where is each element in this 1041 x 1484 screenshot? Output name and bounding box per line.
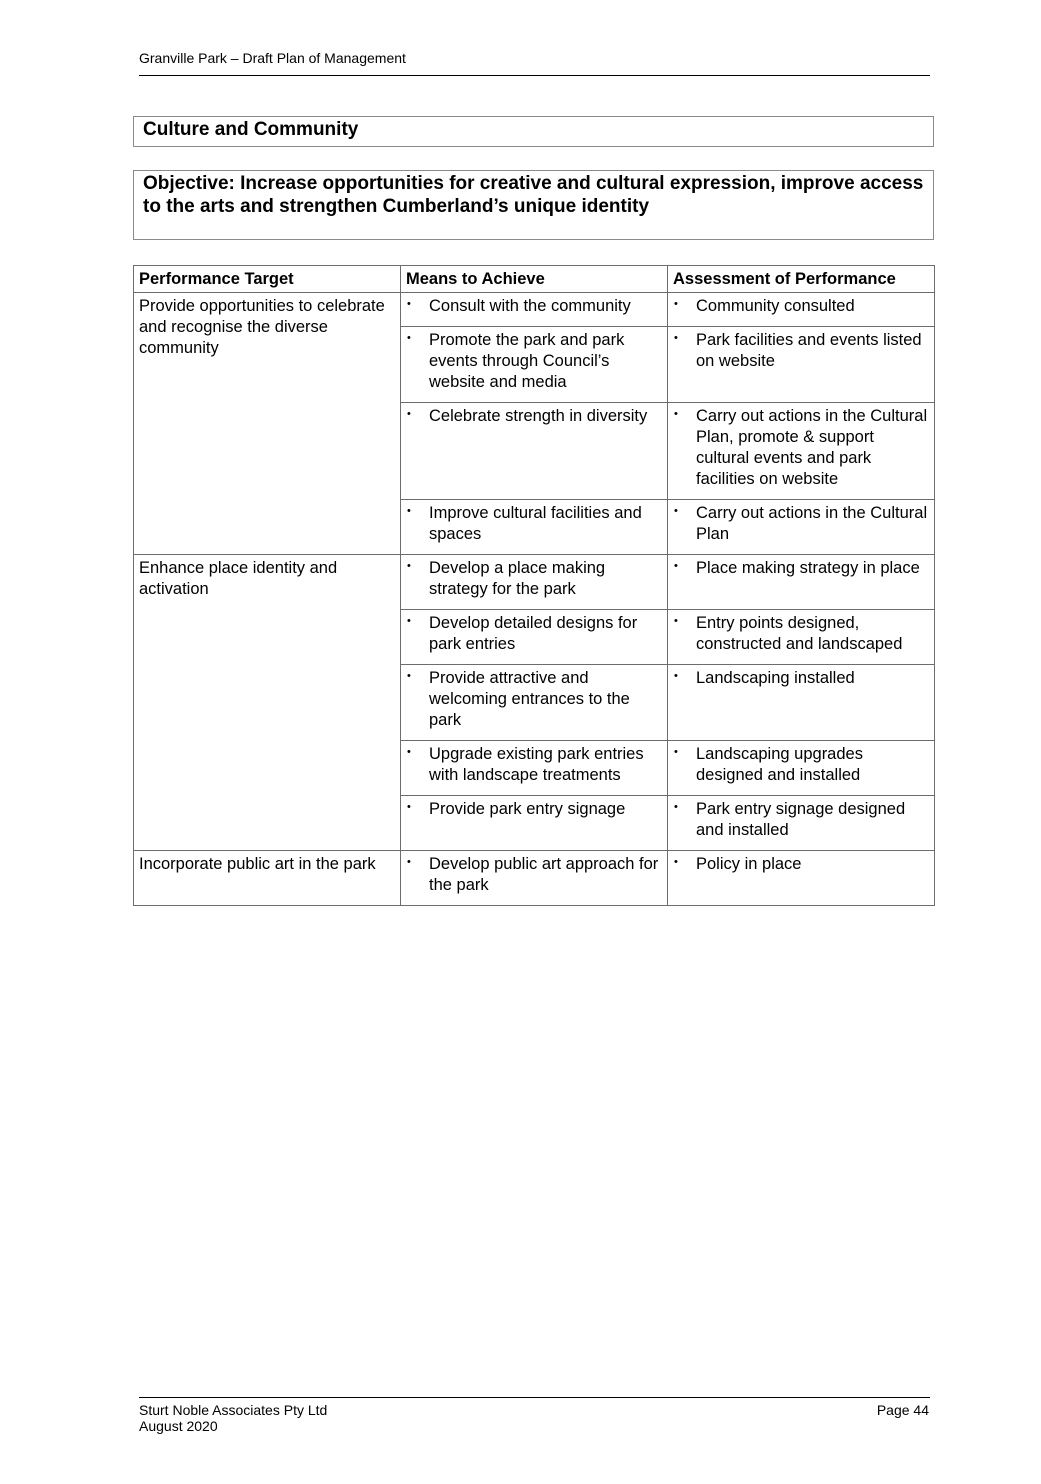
performance-target-cell: Provide opportunities to celebrate and recognise the diverse community bbox=[134, 293, 401, 555]
header-rule bbox=[139, 75, 930, 76]
footer-rule bbox=[139, 1397, 930, 1398]
table-header-row bbox=[134, 266, 935, 293]
performance-target-cell: Enhance place identity and activation bbox=[134, 555, 401, 851]
means-cell: • Develop detailed designs for park entries bbox=[401, 610, 668, 665]
means-cell: • Promote the park and park events through Council’s website and media bbox=[401, 327, 668, 403]
assessment-cell: • Community consulted bbox=[668, 293, 935, 327]
means-cell: • Improve cultural facilities and spaces bbox=[401, 500, 668, 555]
assessment-cell: • Place making strategy in place bbox=[668, 555, 935, 610]
assessment-cell: • Park facilities and events listed on website bbox=[668, 327, 935, 403]
page-number: Page 44 bbox=[876, 1402, 929, 1418]
running-header: Granville Park – Draft Plan of Management bbox=[139, 50, 406, 66]
assessment-cell: • Policy in place bbox=[668, 851, 935, 906]
objective-statement: Objective: Increase opportunities for creative and cultural expression, improve access to the arts and strengthen Cumberland’s unique identity bbox=[133, 170, 934, 240]
column-header-means-to-achieve: Means to Achieve bbox=[401, 266, 668, 293]
means-cell: • Develop public art approach for the park bbox=[401, 851, 668, 906]
performance-target-cell: Incorporate public art in the park bbox=[134, 851, 401, 906]
column-header-assessment-of-performance: Assessment of Performance bbox=[668, 266, 935, 293]
table-row bbox=[134, 293, 935, 327]
means-cell: • Provide attractive and welcoming entrances to the park bbox=[401, 665, 668, 741]
means-cell: • Upgrade existing park entries with landscape treatments bbox=[401, 741, 668, 796]
assessment-cell: • Landscaping installed bbox=[668, 665, 935, 741]
means-cell: • Develop a place making strategy for the park bbox=[401, 555, 668, 610]
means-cell: • Celebrate strength in diversity bbox=[401, 403, 668, 500]
footer-company: Sturt Noble Associates Pty Ltd bbox=[139, 1402, 328, 1418]
section-title: Culture and Community bbox=[133, 116, 934, 147]
assessment-cell: • Carry out actions in the Cultural Plan bbox=[668, 500, 935, 555]
performance-table bbox=[133, 265, 935, 906]
means-cell: • Consult with the community bbox=[401, 293, 668, 327]
footer-left bbox=[139, 1402, 327, 1434]
assessment-cell: • Entry points designed, constructed and landscaped bbox=[668, 610, 935, 665]
table-row bbox=[134, 555, 935, 610]
means-cell: • Provide park entry signage bbox=[401, 796, 668, 851]
footer-date: August 2020 bbox=[139, 1418, 218, 1434]
assessment-cell: • Carry out actions in the Cultural Plan, promote & support cultural events and park facilities on website bbox=[668, 403, 935, 500]
table-row bbox=[134, 851, 935, 906]
assessment-cell: • Landscaping upgrades designed and installed bbox=[668, 741, 935, 796]
assessment-cell: • Park entry signage designed and installed bbox=[668, 796, 935, 851]
column-header-performance-target: Performance Target bbox=[134, 266, 401, 293]
